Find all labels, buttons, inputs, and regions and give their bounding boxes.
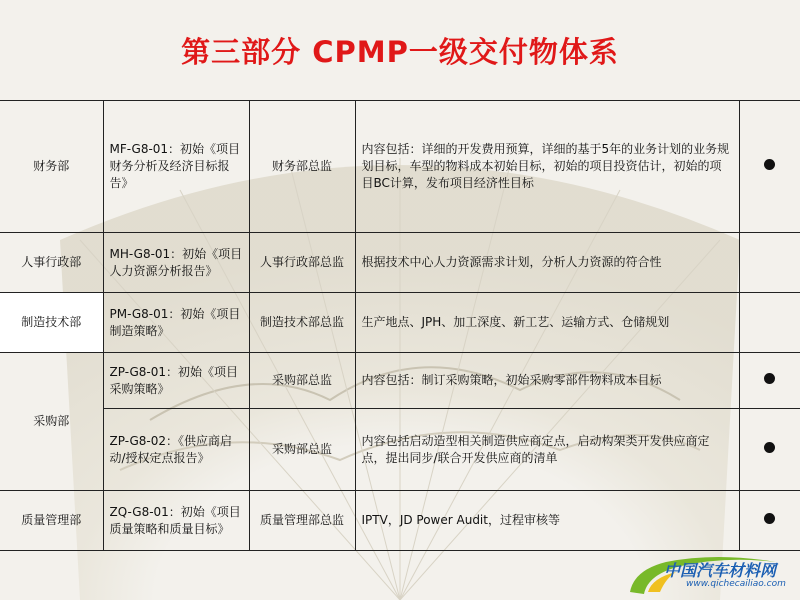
bullet-dot-icon [764, 513, 775, 524]
owner-cell: 制造技术部总监 [249, 293, 355, 353]
table-row [0, 491, 800, 551]
table-row [0, 409, 800, 491]
content-cell: 内容包括启动造型相关制造供应商定点，启动构架类开发供应商定点，提出同步/联合开发供应商的清单 [355, 409, 739, 491]
table-row [0, 353, 800, 409]
logo-url: www.qichecailiao.com [686, 579, 786, 589]
mark-cell [739, 101, 800, 233]
owner-cell: 财务部总监 [249, 101, 355, 233]
mark-cell [739, 353, 800, 409]
content-cell: IPTV，JD Power Audit，过程审核等 [355, 491, 739, 551]
content-cell: 生产地点、JPH、加工深度、新工艺、运输方式、仓储规划 [355, 293, 739, 353]
deliverable-cell: PM-G8-01：初始《项目制造策略》 [103, 293, 249, 353]
department-cell: 采购部 [0, 353, 103, 491]
mark-cell [739, 491, 800, 551]
mark-cell [739, 233, 800, 293]
table-row [0, 101, 800, 233]
logo-name: 中国汽车材料网 [664, 561, 777, 580]
table-row [0, 233, 800, 293]
department-cell: 制造技术部 [0, 293, 103, 353]
department-cell: 质量管理部 [0, 491, 103, 551]
content-cell: 内容包括：详细的开发费用预算，详细的基于5年的业务计划的业务规划目标，车型的物料成本初始目标，初始的项目投资估计，初始的项目BC计算，发布项目经济性目标 [355, 101, 739, 233]
site-logo [626, 552, 794, 598]
owner-cell: 人事行政部总监 [249, 233, 355, 293]
page-title: 第三部分 CPMP一级交付物体系 [181, 35, 619, 69]
owner-cell: 采购部总监 [249, 409, 355, 491]
bullet-dot-icon [764, 373, 775, 384]
bullet-dot-icon [764, 159, 775, 170]
deliverable-cell: ZP-G8-02：《供应商启动/授权定点报告》 [103, 409, 249, 491]
owner-cell: 质量管理部总监 [249, 491, 355, 551]
deliverables-table [0, 100, 800, 551]
table-row [0, 293, 800, 353]
content-cell: 内容包括：制订采购策略，初始采购零部件物料成本目标 [355, 353, 739, 409]
mark-cell [739, 409, 800, 491]
deliverable-cell: ZP-G8-01：初始《项目采购策略》 [103, 353, 249, 409]
mark-cell [739, 293, 800, 353]
owner-cell: 采购部总监 [249, 353, 355, 409]
content-cell: 根据技术中心人力资源需求计划，分析人力资源的符合性 [355, 233, 739, 293]
deliverable-cell: MF-G8-01：初始《项目财务分析及经济目标报告》 [103, 101, 249, 233]
deliverable-cell: MH-G8-01：初始《项目人力资源分析报告》 [103, 233, 249, 293]
deliverable-cell: ZQ-G8-01：初始《项目质量策略和质量目标》 [103, 491, 249, 551]
bullet-dot-icon [764, 442, 775, 453]
department-cell: 财务部 [0, 101, 103, 233]
department-cell: 人事行政部 [0, 233, 103, 293]
